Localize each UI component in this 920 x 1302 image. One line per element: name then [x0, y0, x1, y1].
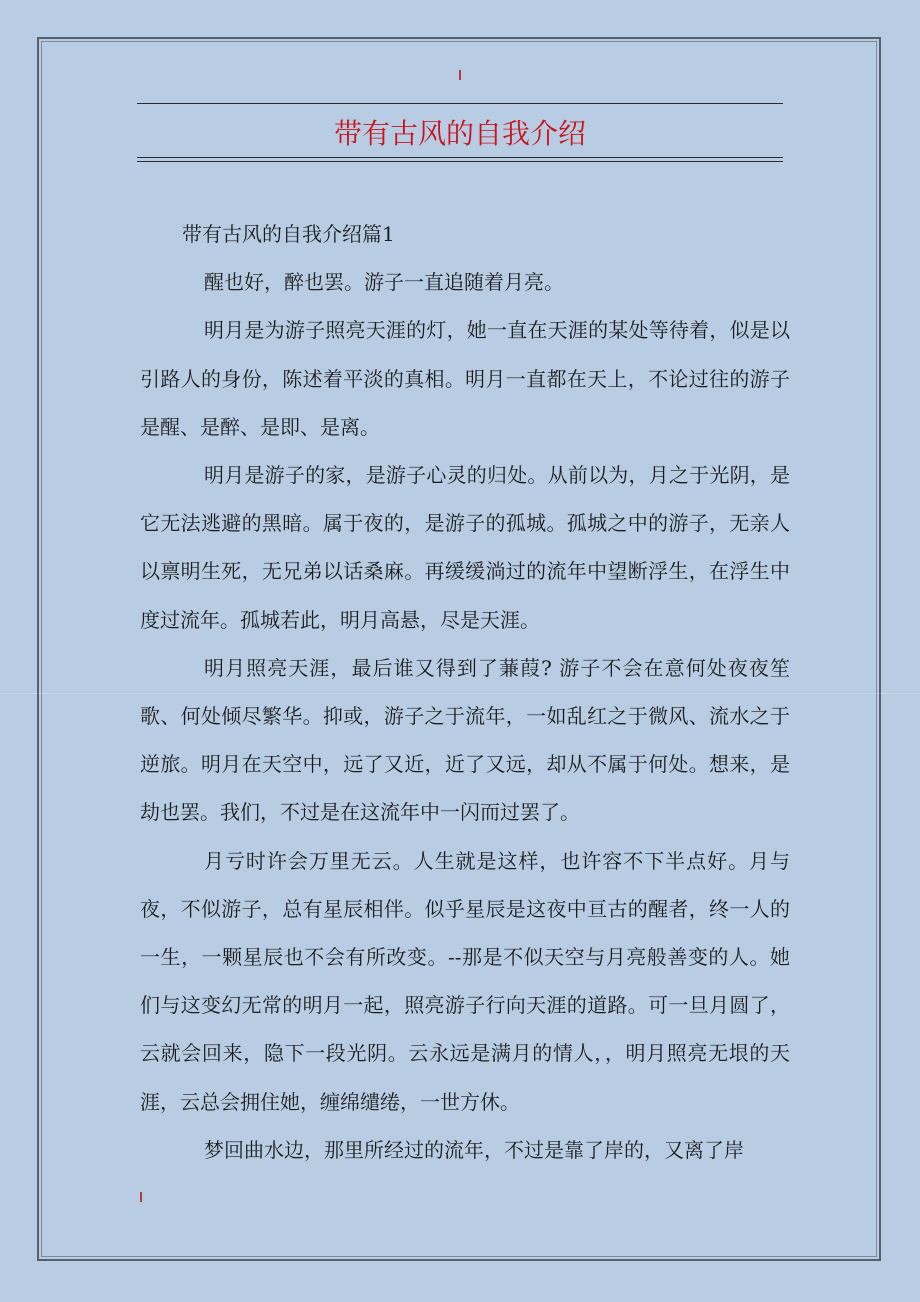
paragraph: 醒也好，醉也罢。游子一直追随着月亮。	[204, 270, 564, 295]
footer-mark	[140, 1192, 142, 1202]
paragraph: 明月是游子的家，是游子心灵的归处。从前以为，月之于光阴，是它无法逃避的黑暗。属于夜的，是游子的孤城。孤城之中的游子，无亲人以禀明生死，无兄弟以话桑麻。再缓缓淌过的流年中望断浮生，在浮生中度过流年。孤城若此，明月高悬，尽是天涯。	[140, 463, 790, 632]
header-mark	[459, 70, 461, 80]
document-body	[140, 210, 790, 1174]
title-rule-bottom-double	[137, 161, 783, 162]
document-title: 带有古风的自我介绍	[333, 117, 586, 150]
paragraph: 明月是为游子照亮天涯的灯，她一直在天涯的某处等待着，似是以引路人的身份，陈述着平淡的真相。明月一直都在天上，不论过往的游子是醒、是醉、是即、是离。	[140, 318, 790, 439]
title-rule-bottom	[137, 157, 783, 158]
paragraph: 月亏时许会万里无云。人生就是这样，也许容不下半点好。月与夜，不似游子，总有星辰相伴。似乎星辰是这夜中亘古的醒者，终一人的一生，一颗星辰也不会有所改变。--那是不似天空与月亮般善变的人。她们与这变幻无常的明月一起，照亮游子行向天涯的道路。可一旦月圆了，云就会回来，隐下一段光阴。云永远是满月的情人，，明月照亮无垠的天涯，云总会拥住她，缠绵缱绻，一世方休。	[140, 848, 790, 1114]
paragraph: 梦回曲水边，那里所经过的流年，不过是靠了岸的，又离了岸	[204, 1137, 744, 1162]
title-rule-top	[137, 103, 783, 104]
section-heading: 带有古风的自我介绍篇1	[182, 222, 395, 246]
paragraph: 明月照亮天涯，最后谁又得到了蒹葭? 游子不会在意何处夜夜笙歌、何处倾尽繁华。抑或，游子之于流年，一如乱红之于微风、流水之于逆旅。明月在天空中，远了又近，近了又远，却从不属于何处。想来，是劫也罢。我们，不过是在这流年中一闪而过罢了。	[140, 655, 790, 825]
